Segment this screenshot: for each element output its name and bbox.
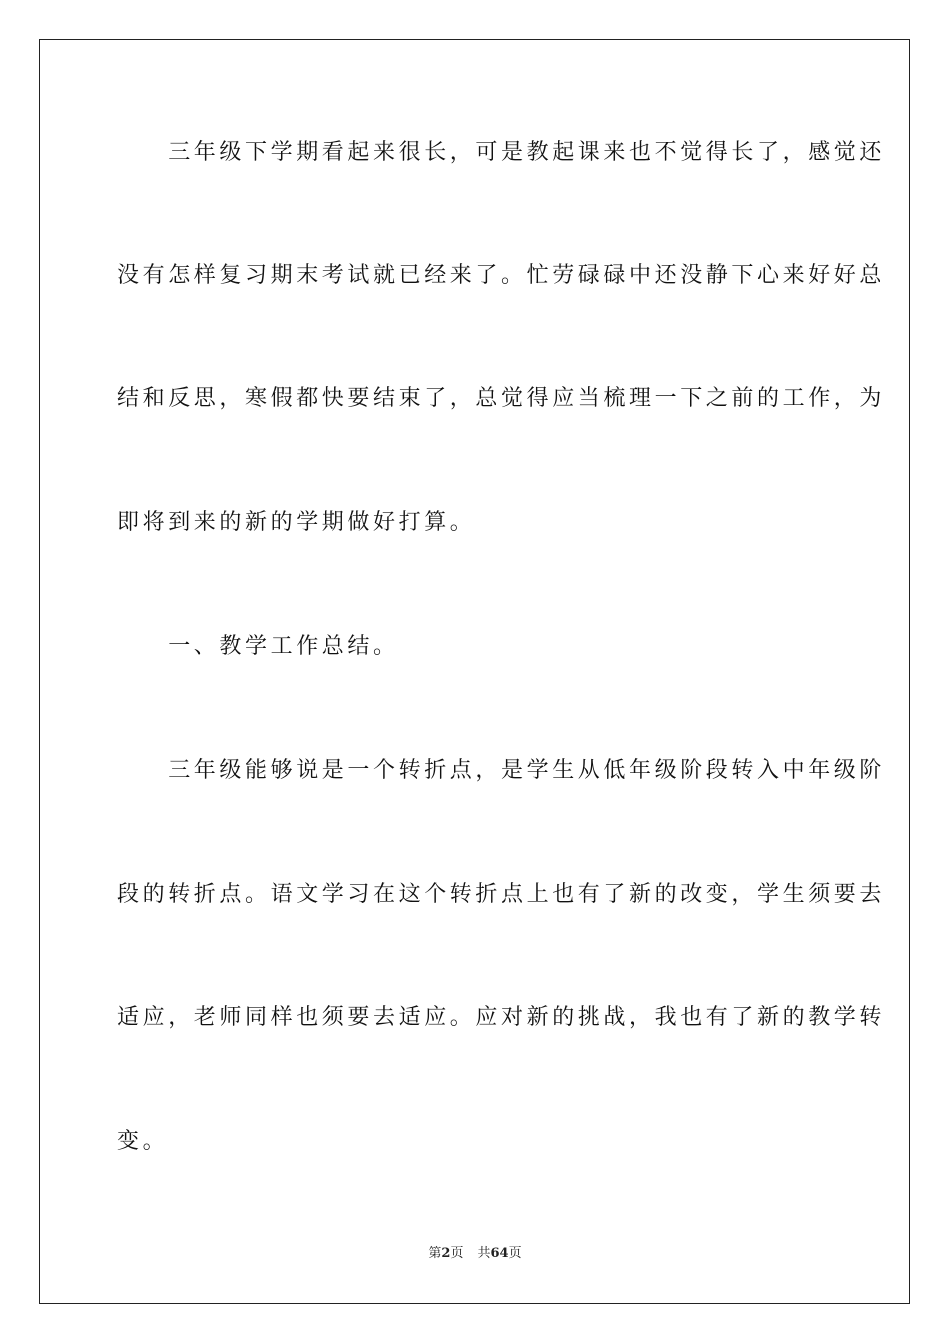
page-prefix: 第 [428, 1246, 442, 1261]
text-line-4: 即将到来的新的学期做好打算。 [117, 510, 476, 535]
total-prefix: 共 [477, 1246, 491, 1261]
text-line-3: 结和反思，寒假都快要结束了，总觉得应当梳理一下之前的工作，为 [117, 386, 886, 411]
section-heading: 一、教学工作总结。 [117, 634, 399, 659]
text-line-7: 段的转折点。语文学习在这个转折点上也有了新的改变，学生须要去 [117, 882, 886, 907]
text-line-2: 没有怎样复习期末考试就已经来了。忙劳碌碌中还没静下心来好好总 [117, 263, 886, 288]
page-footer [0, 1245, 950, 1263]
page-suffix: 页 [450, 1246, 464, 1261]
total-suffix: 页 [508, 1246, 522, 1261]
text-line-6: 三年级能够说是一个转折点，是学生从低年级阶段转入中年级阶 [117, 758, 886, 783]
text-line-9: 变。 [117, 1129, 169, 1154]
text-line-1: 三年级下学期看起来很长，可是教起课来也不觉得长了，感觉还 [117, 140, 886, 165]
page-border [39, 39, 910, 1304]
total-pages: 64 [490, 1246, 509, 1261]
text-line-8: 适应，老师同样也须要去适应。应对新的挑战，我也有了新的教学转 [117, 1005, 886, 1030]
page-number: 2 [441, 1246, 451, 1261]
